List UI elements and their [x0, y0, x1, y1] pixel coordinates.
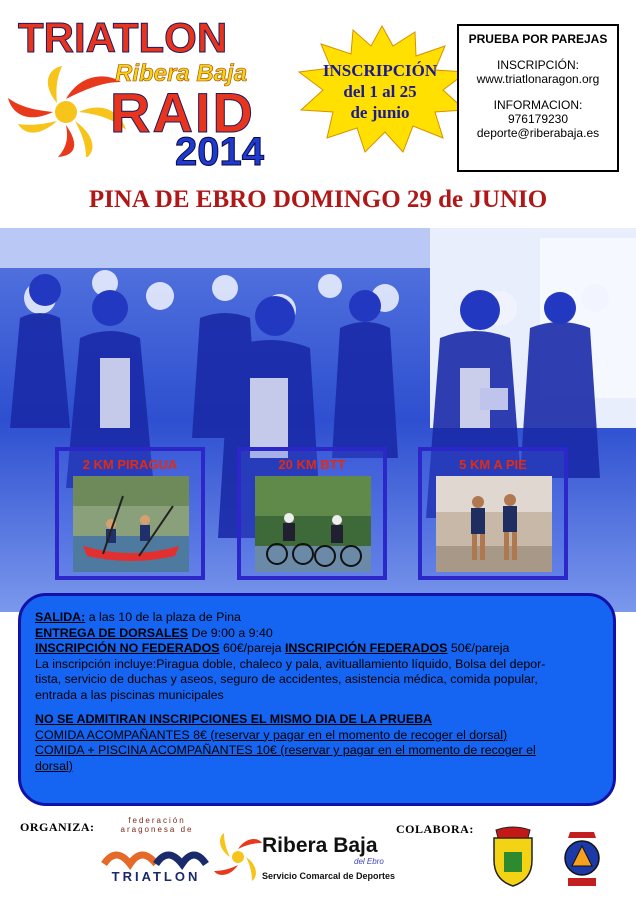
federation-line-1: federación: [128, 816, 186, 825]
info-title: PRUEBA POR PAREJAS: [468, 32, 608, 46]
info-box: [457, 24, 619, 172]
no-fed-label: INSCRIPCIÓN NO FEDERADOS: [35, 641, 220, 655]
town-shield-icon: [488, 826, 538, 888]
information-label: INFORMACION:: [493, 98, 583, 112]
mountain-bike-photo-icon: [255, 476, 371, 572]
meal-line-2b: dorsal): [35, 758, 73, 773]
entrega-label: ENTREGA DE DORSALES: [35, 625, 189, 640]
entrega-text: De 9:00 a 9:40: [188, 625, 273, 640]
meal-line-1: COMIDA ACOMPAÑANTES 8€ (reservar y pagar en el momento de recoger el dorsal): [35, 727, 508, 742]
event-headline: PINA DE EBRO DOMINGO 29 de JUNIO: [88, 186, 548, 213]
discipline-label: 2 KM PIRAGUA: [82, 457, 178, 472]
federation-line-2: aragonesa de: [120, 825, 194, 834]
federation-text: [102, 816, 212, 834]
no-fed-price: 60€/pareja: [219, 641, 285, 655]
includes-line-1: La inscripción incluye:Piragua doble, chaleco y pala, avituallamiento líquido, Bolsa del depor-: [35, 656, 546, 671]
email-link[interactable]: deporte@riberabaja.es: [476, 126, 600, 140]
logo-subtitle: Ribera Baja: [115, 60, 248, 87]
discipline-label: 20 KM BTT: [278, 457, 346, 472]
phone-number: 976179230: [507, 112, 569, 126]
fed-price: 50€/pareja: [447, 641, 510, 655]
ribera-baja-title: Ribera Baja: [262, 834, 378, 857]
discipline-card-canoe: [55, 447, 205, 580]
badge-line-3: de junio: [350, 103, 410, 122]
organiza-label: ORGANIZA:: [20, 820, 95, 834]
federation-word: TRIATLON: [111, 869, 201, 884]
salida-label: SALIDA:: [35, 610, 86, 624]
discipline-card-bike: [237, 447, 387, 580]
runners-photo-icon: [436, 476, 552, 572]
colabora-label: COLABORA:: [396, 822, 474, 836]
includes-line-3: entrada a las piscinas municipales: [35, 687, 224, 702]
registration-label: INSCRIPCIÓN:: [496, 58, 579, 72]
ribera-baja-sub1: del Ebro: [354, 857, 384, 866]
civil-protection-shield-icon: [560, 828, 604, 890]
ribera-baja-sub2: Servicio Comarcal de Deportes: [262, 871, 396, 881]
website-link[interactable]: www.triatlonaragon.org: [476, 72, 600, 86]
logo-year: 2014: [175, 130, 264, 174]
discipline-card-run: [418, 447, 568, 580]
badge-line-2: del 1 al 25: [343, 82, 417, 101]
meal-line-2a: COMIDA + PISCINA ACOMPAÑANTES 10€ (reservar y pagar en el momento de recoger el: [35, 743, 536, 757]
salida-text: a las 10 de la plaza de Pina: [85, 610, 241, 624]
fed-label: INSCRIPCIÓN FEDERADOS: [284, 641, 448, 655]
notice-text: NO SE ADMITIRAN INSCRIPCIONES EL MISMO DIA DE LA PRUEBA: [35, 712, 432, 726]
details-panel: [18, 593, 616, 806]
logo-raid: RAID: [110, 81, 255, 144]
registration-badge: [300, 60, 460, 123]
discipline-label: 5 KM A PIE: [459, 457, 527, 472]
ribera-baja-sun-icon: [213, 832, 263, 882]
logo-title: TRIATLON: [18, 14, 228, 61]
badge-line-1: INSCRIPCIÓN: [322, 61, 438, 80]
canoe-photo-icon: [73, 476, 189, 572]
includes-line-2: tista, servicio de duchas y aseos, seguro de accidentes, asistencia médica, comida popular,: [35, 672, 538, 686]
